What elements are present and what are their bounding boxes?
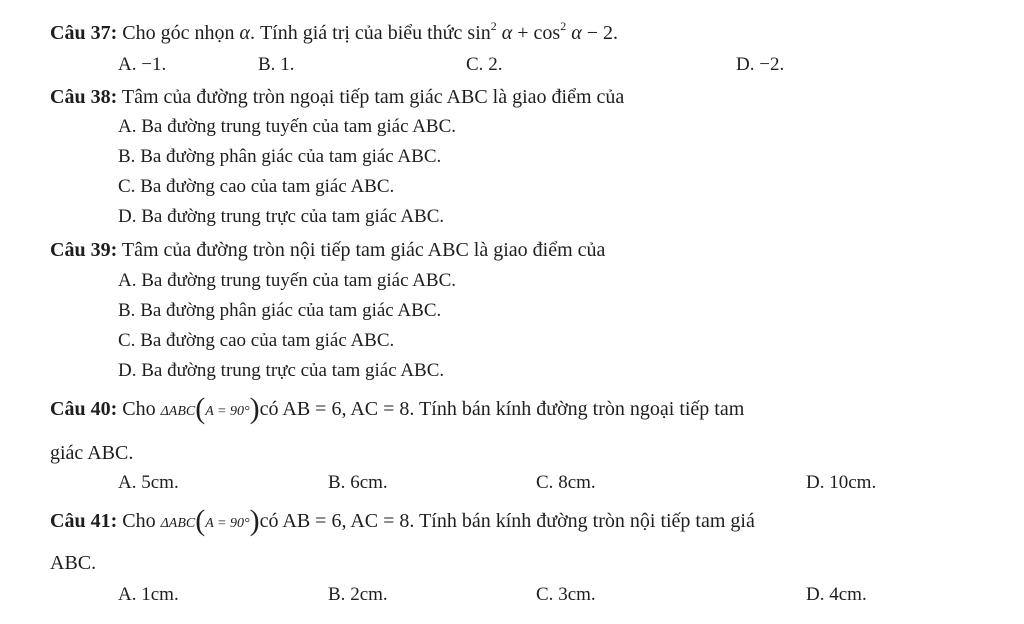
option-text: −2. [759,54,785,75]
option-b [328,470,388,496]
option-letter: A. [118,472,137,493]
question-38-stem [50,84,624,110]
option-d [118,358,444,384]
triangle-notation: ΔABC [160,404,196,419]
option-b [118,144,441,170]
option-letter: B. [328,472,346,493]
open-paren: ( [195,504,206,537]
option-text: 1cm. [141,584,179,605]
option-c [536,470,596,496]
option-letter: D. [118,360,137,381]
option-d [806,470,876,496]
option-text: −1. [141,54,167,75]
cho-text: Cho [122,510,156,532]
close-paren: ) [249,504,260,537]
alpha-symbol: α [571,22,582,44]
alpha-symbol: α [501,22,513,44]
option-letter: C. [536,472,554,493]
option-text: Ba đường trung tuyến của tam giác ABC. [141,116,457,137]
option-a [118,52,166,78]
close-paren: ) [249,392,260,425]
option-text: Ba đường trung tuyến của tam giác ABC. [141,270,457,291]
option-a [118,582,179,608]
question-number: Câu 37: [50,22,118,44]
angle-condition: A = 90° [205,516,250,531]
cho-text: Cho [122,398,156,420]
option-text: 2. [488,54,503,75]
option-letter: C. [118,330,136,351]
alpha-symbol: α [239,22,250,44]
question-40-stem-continued [50,440,133,466]
option-c [118,174,394,200]
option-letter: B. [328,584,346,605]
option-text: 1. [280,54,295,75]
option-c [466,52,502,78]
question-text: có AB = 6, AC = 8. Tính bán kính đường tròn ngoại tiếp tam [259,398,745,420]
option-text: 4cm. [829,584,867,605]
math-expression [467,19,618,44]
question-number: Câu 38: [50,86,118,108]
option-text: 5cm. [141,472,179,493]
option-text: 3cm. [558,584,596,605]
option-a [118,470,179,496]
option-text: 6cm. [350,472,388,493]
option-text: 10cm. [829,472,877,493]
question-text: có AB = 6, AC = 8. Tính bán kính đường tròn nội tiếp tam giá [259,510,755,532]
question-number: Câu 39: [50,239,118,261]
question-41-stem-continued [50,550,96,576]
option-letter: A. [118,584,137,605]
angle-condition: A = 90° [205,404,250,419]
option-letter: C. [536,584,554,605]
option-d [736,52,784,78]
question-40-stem [50,392,745,425]
question-37-stem [50,20,618,46]
option-b [118,298,441,324]
option-text: Ba đường trung trực của tam giác ABC. [141,206,445,227]
option-text: 2cm. [350,584,388,605]
question-39-stem [50,237,605,263]
option-letter: C. [118,176,136,197]
option-d [806,582,867,608]
option-letter: D. [118,206,137,227]
exponent: 2 [490,19,497,33]
option-letter: B. [118,300,136,321]
option-letter: A. [118,270,137,291]
option-c [118,328,394,354]
option-text: Ba đường phân giác của tam giác ABC. [140,146,442,167]
option-letter: C. [466,54,484,75]
question-text: . Tính giá trị của biểu thức [249,22,463,44]
option-letter: B. [258,54,276,75]
option-a [118,114,456,140]
option-letter: D. [806,472,825,493]
question-text: Tâm của đường tròn ngoại tiếp tam giác ABC là giao điểm của [121,86,625,108]
option-text: Ba đường cao của tam giác ABC. [140,176,395,197]
question-41-stem [50,504,755,537]
option-letter: A. [118,116,137,137]
option-letter: D. [806,584,825,605]
option-letter: D. [736,54,755,75]
question-text: Tâm của đường tròn nội tiếp tam giác ABC là giao điểm của [121,239,606,261]
option-text: Ba đường cao của tam giác ABC. [140,330,395,351]
triangle-notation: ΔABC [160,516,196,531]
option-c [536,582,596,608]
open-paren: ( [195,392,206,425]
question-number: Câu 40: [50,398,118,420]
question-text: giác ABC. [50,442,134,464]
option-letter: B. [118,146,136,167]
question-number: Câu 41: [50,510,118,532]
option-a [118,268,456,294]
question-text: Cho góc nhọn [122,22,235,44]
exponent: 2 [560,19,567,33]
option-text: Ba đường trung trực của tam giác ABC. [141,360,445,381]
option-b [328,582,388,608]
question-text: ABC. [50,552,97,574]
sin-text: sin [467,22,491,44]
option-text: Ba đường phân giác của tam giác ABC. [140,300,442,321]
cos-text: + cos [517,22,561,44]
option-b [258,52,294,78]
option-letter: A. [118,54,137,75]
minus-two: − 2. [586,22,618,44]
option-text: 8cm. [558,472,596,493]
option-d [118,204,444,230]
